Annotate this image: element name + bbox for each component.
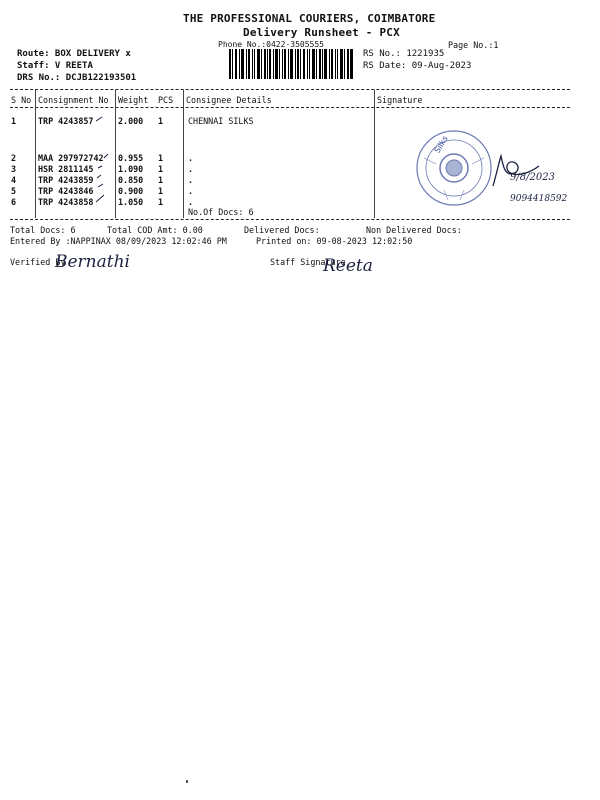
route-label: Route: BOX DELIVERY x	[17, 49, 131, 59]
total-docs: Total Docs: 6	[10, 225, 76, 235]
verified-signature: Bernathi	[55, 252, 130, 272]
cell-consignee: .	[188, 153, 194, 163]
cell-sno: 3	[11, 164, 17, 174]
receiver-phone: 9094418592	[510, 194, 568, 204]
receiver-date: 9/8/2023	[510, 172, 555, 183]
staff-label: Staff: V REETA	[17, 61, 93, 71]
col-separator	[374, 90, 375, 218]
cell-weight: 2.000	[118, 116, 144, 126]
rs-number: RS No.: 1221935	[363, 49, 445, 59]
printed-on: Printed on: 09-08-2023 12:02:50	[256, 236, 413, 246]
company-stamp	[414, 128, 494, 208]
cell-sno: 5	[11, 186, 17, 196]
no-of-docs: No.Of Docs: 6	[188, 207, 254, 217]
cell-pcs: 1	[158, 175, 164, 185]
cell-weight: 0.955	[118, 153, 144, 163]
verified-by-label: Verified By	[10, 257, 66, 267]
cell-consignment: TRP 4243859	[38, 175, 94, 185]
cell-consignment: MAA 297972742	[38, 153, 104, 163]
cell-pcs: 1	[158, 164, 164, 174]
tick-marks	[94, 112, 134, 212]
col-header-consignee: Consignee Details	[186, 95, 272, 105]
cell-sno: 6	[11, 197, 17, 207]
staff-handwritten-signature: Reeta	[323, 256, 373, 276]
cell-sno: 2	[11, 153, 17, 163]
col-header-signature: Signature	[377, 95, 423, 105]
delivered-docs: Delivered Docs:	[244, 225, 320, 235]
stamp-text: Silks	[432, 134, 450, 155]
company-title: THE PROFESSIONAL COURIERS, COIMBATORE	[183, 12, 436, 25]
scan-speck	[186, 780, 188, 783]
cell-consignee: .	[188, 186, 194, 196]
staff-signature-label: Staff Signature	[270, 257, 346, 267]
cell-consignment: TRP 4243846	[38, 186, 94, 196]
cell-weight: 1.050	[118, 197, 144, 207]
cell-pcs: 1	[158, 116, 164, 126]
cell-sno: 4	[11, 175, 17, 185]
col-header-sno: S No	[11, 95, 32, 105]
barcode	[229, 49, 353, 79]
cell-pcs: 1	[158, 186, 164, 196]
cell-consignee: .	[188, 164, 194, 174]
col-header-weight: Weight	[118, 95, 149, 105]
col-separator	[35, 90, 36, 218]
non-delivered-docs: Non Delivered Docs:	[366, 225, 462, 235]
col-header-consignment: Consignment No	[38, 95, 109, 105]
cell-weight: 1.090	[118, 164, 144, 174]
table-header-rule	[10, 107, 570, 108]
total-cod: Total COD Amt: 0.00	[107, 225, 203, 235]
cell-consignment: TRP 4243858	[38, 197, 94, 207]
cell-pcs: 1	[158, 153, 164, 163]
col-separator	[183, 90, 184, 218]
page-number: Page No.:1	[448, 40, 499, 50]
rs-date: RS Date: 09-Aug-2023	[363, 61, 472, 71]
table-bottom-rule	[10, 219, 570, 220]
cell-consignee: .	[188, 197, 194, 207]
runsheet-subtitle: Delivery Runsheet - PCX	[243, 26, 400, 39]
cell-consignee: CHENNAI SILKS	[188, 116, 254, 126]
table-top-rule	[10, 89, 570, 90]
phone-number: Phone No.:0422-3505555	[218, 40, 324, 49]
col-header-pcs: PCS	[158, 95, 174, 105]
cell-consignment: TRP 4243857	[38, 116, 94, 126]
drs-number: DRS No.: DCJB122193501	[17, 73, 137, 83]
cell-consignment: HSR 2811145	[38, 164, 94, 174]
cell-weight: 0.850	[118, 175, 144, 185]
entered-by: Entered By :NAPPINAX 08/09/2023 12:02:46 PM	[10, 236, 227, 246]
cell-sno: 1	[11, 116, 17, 126]
cell-pcs: 1	[158, 197, 164, 207]
cell-weight: 0.900	[118, 186, 144, 196]
cell-consignee: .	[188, 175, 194, 185]
